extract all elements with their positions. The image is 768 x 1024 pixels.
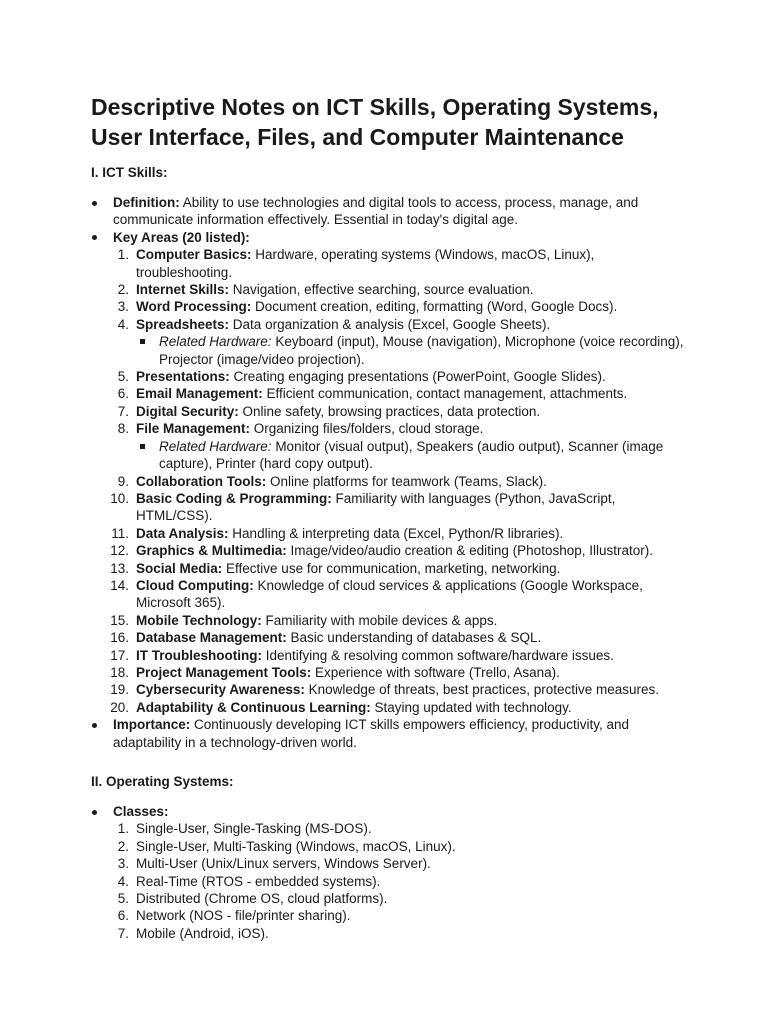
classes-label: Classes: [113, 804, 169, 819]
classes-item [91, 803, 688, 942]
related-hardware-text: Keyboard (input), Mouse (navigation), Microphone (voice recording), Projector (image/video projection). [159, 334, 684, 367]
document-title: Descriptive Notes on ICT Skills, Operating Systems, User Interface, Files, and Computer Maintenance [91, 94, 659, 150]
item-number: 16. [110, 630, 129, 646]
key-area-item [110, 612, 688, 629]
key-area-item [113, 525, 688, 542]
key-area-item [113, 246, 688, 281]
item-number: 4. [117, 873, 129, 889]
related-hardware-text: Monitor (visual output), Speakers (audio output), Scanner (image capture), Printer (hard copy output). [159, 438, 664, 472]
item-number: 18. [110, 664, 129, 680]
item-label: Graphics & Multimedia: [136, 543, 287, 559]
item-number: 9. [117, 473, 129, 489]
item-number: 3. [117, 299, 129, 315]
item-label: Data Analysis: [136, 525, 229, 541]
related-hardware-list [136, 438, 688, 473]
section-heading-operating-systems: II. Operating Systems: [91, 774, 234, 789]
item-label: Digital Security: [136, 403, 239, 419]
item-text: Mobile (Android, iOS). [136, 925, 269, 941]
item-text: Familiarity with languages (Python, JavaScript, HTML/CSS). [136, 490, 616, 524]
ict-skills-list [91, 194, 688, 751]
item-text: Knowledge of threats, best practices, protective measures. [304, 682, 660, 698]
key-areas-list [110, 246, 688, 716]
item-label: Spreadsheets: [136, 316, 230, 332]
item-number: 5. [117, 891, 129, 907]
item-number: 5. [117, 369, 129, 385]
item-text: Online platforms for teamwork (Teams, Slack). [266, 473, 547, 489]
item-text: Familiarity with mobile devices & apps. [261, 612, 498, 628]
key-area-item [113, 368, 688, 385]
item-label: Basic Coding & Programming: [136, 490, 332, 506]
item-number: 6. [117, 386, 129, 402]
item-number: 11. [111, 525, 129, 541]
item-text: Image/video/audio creation & editing (Photoshop, Illustrator). [286, 543, 653, 559]
item-number: 14. [110, 577, 129, 593]
importance-item [91, 716, 688, 751]
key-area-item [113, 385, 688, 402]
item-label: IT Troubleshooting: [136, 647, 262, 663]
key-area-item [113, 403, 688, 420]
definition-item [91, 194, 688, 229]
item-label: Cybersecurity Awareness: [136, 682, 305, 698]
item-number: 6. [117, 908, 129, 924]
item-text: Network (NOS - file/printer sharing). [136, 908, 351, 924]
item-text: Organizing files/folders, cloud storage. [250, 421, 484, 437]
item-number: 12. [110, 543, 129, 559]
item-text: Efficient communication, contact management, attachments. [262, 386, 628, 402]
item-text: Multi-User (Unix/Linux servers, Windows Server). [136, 856, 431, 872]
item-label: Word Processing: [136, 299, 252, 315]
key-area-item [110, 629, 688, 646]
os-class-item [113, 855, 688, 872]
item-number: 2. [117, 838, 129, 854]
key-area-item [110, 664, 688, 681]
key-area-item [110, 681, 688, 698]
item-text: Data organization & analysis (Excel, Google Sheets). [229, 316, 551, 332]
item-label: Collaboration Tools: [136, 473, 267, 489]
key-area-item [113, 473, 688, 490]
item-label: Adaptability & Continuous Learning: [136, 699, 371, 715]
item-label: File Management: [136, 421, 251, 437]
os-class-item [113, 838, 688, 855]
item-text: Identifying & resolving common software/hardware issues. [261, 647, 614, 663]
item-label: Presentations: [136, 369, 230, 385]
item-label: Email Management: [136, 386, 263, 402]
definition-label: Definition: [113, 195, 180, 210]
item-text: Single-User, Multi-Tasking (Windows, macOS, Linux). [136, 838, 456, 854]
item-label: Project Management Tools: [136, 664, 312, 680]
item-number: 7. [117, 403, 129, 419]
item-number: 15. [110, 612, 129, 628]
key-area-item [113, 420, 688, 472]
key-area-item [113, 316, 688, 368]
key-area-item [110, 490, 688, 525]
key-area-item [110, 577, 688, 612]
item-number: 19. [110, 682, 129, 698]
item-number: 17. [110, 647, 129, 663]
key-area-item [110, 699, 688, 716]
related-hardware-item [136, 438, 688, 473]
item-number: 10. [110, 490, 129, 506]
key-area-item [110, 647, 688, 664]
item-number: 7. [117, 925, 129, 941]
importance-text: Continuously developing ICT skills empowers efficiency, productivity, and adaptability in a technology-driven world. [113, 717, 629, 750]
os-class-item [113, 925, 688, 942]
os-class-item [113, 890, 688, 907]
definition-text: Ability to use technologies and digital tools to access, process, manage, and communicate information effectively. Essential in today's digital age. [113, 195, 639, 228]
item-text: Hardware, operating systems (Windows, macOS, Linux), troubleshooting. [136, 247, 595, 280]
item-label: Cloud Computing: [136, 577, 254, 593]
related-hardware-label: Related Hardware: [159, 334, 272, 350]
item-text: Creating engaging presentations (PowerPoint, Google Slides). [229, 369, 606, 385]
item-number: 13. [110, 560, 129, 576]
item-text: Real-Time (RTOS - embedded systems). [136, 873, 381, 889]
key-area-item [110, 560, 688, 577]
item-text: Effective use for communication, marketing, networking. [222, 560, 561, 576]
item-text: Experience with software (Trello, Asana). [311, 664, 560, 680]
item-number: 8. [117, 421, 129, 437]
os-class-item [113, 907, 688, 924]
os-class-item [113, 820, 688, 837]
item-label: Mobile Technology: [136, 612, 262, 628]
item-label: Computer Basics: [136, 247, 252, 263]
item-number: 3. [117, 856, 129, 872]
item-text: Single-User, Single-Tasking (MS-DOS). [136, 821, 372, 837]
key-area-item [110, 542, 688, 559]
key-areas-item [91, 229, 688, 716]
item-label: Database Management: [136, 630, 287, 646]
os-class-item [113, 873, 688, 890]
related-hardware-label: Related Hardware: [159, 438, 272, 454]
item-number: 4. [117, 316, 129, 332]
item-text: Document creation, editing, formatting (Word, Google Docs). [251, 299, 618, 315]
item-number: 1. [117, 247, 129, 263]
item-number: 1. [117, 821, 129, 837]
related-hardware-list [136, 333, 688, 368]
item-text: Knowledge of cloud services & applications (Google Workspace, Microsoft 365). [136, 577, 643, 611]
operating-systems-list [91, 803, 688, 942]
key-areas-label: Key Areas (20 listed): [113, 229, 250, 245]
item-number: 20. [110, 699, 129, 715]
section-heading-ict-skills: I. ICT Skills: [91, 165, 168, 180]
item-text: Basic understanding of databases & SQL. [286, 630, 542, 646]
item-label: Internet Skills: [136, 282, 230, 298]
item-text: Staying updated with technology. [370, 699, 572, 715]
key-area-item [113, 298, 688, 315]
item-text: Online safety, browsing practices, data protection. [238, 403, 541, 419]
related-hardware-item [136, 333, 688, 368]
item-text: Distributed (Chrome OS, cloud platforms). [136, 891, 388, 907]
item-label: Social Media: [136, 560, 223, 576]
item-text: Navigation, effective searching, source evaluation. [229, 282, 534, 298]
importance-label: Importance: [113, 717, 191, 733]
item-text: Handling & interpreting data (Excel, Python/R libraries). [228, 525, 564, 541]
key-area-item [113, 281, 688, 298]
item-number: 2. [117, 282, 129, 298]
os-classes-list [113, 820, 688, 942]
